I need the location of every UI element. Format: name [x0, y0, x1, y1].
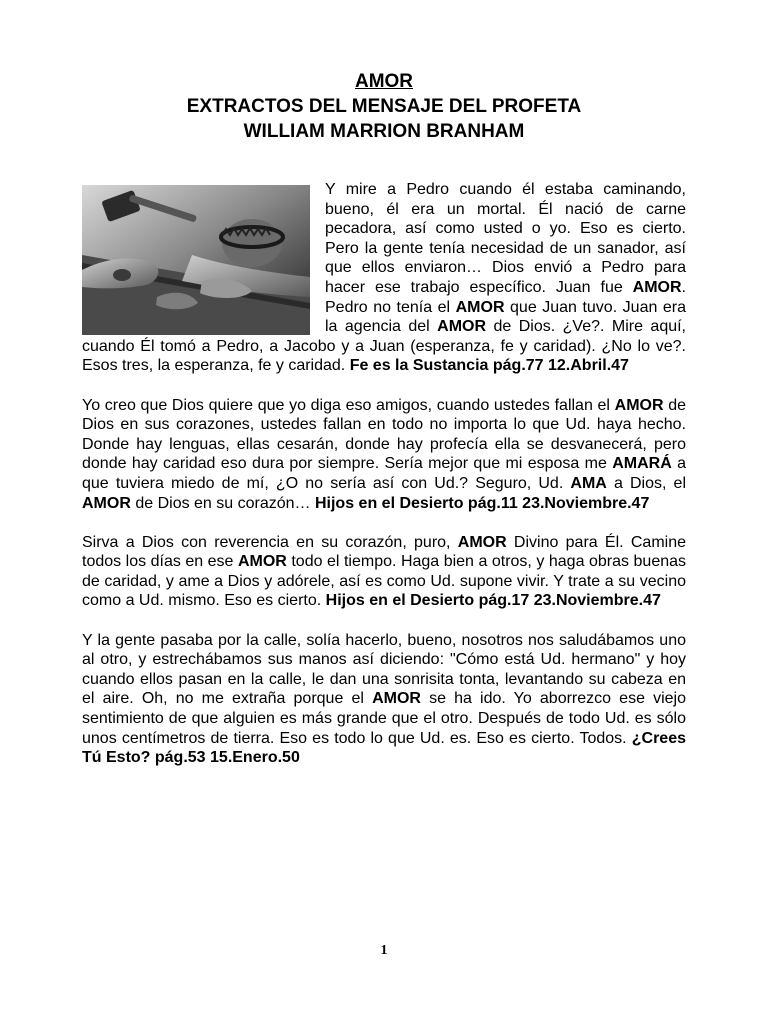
paragraph-text: que Juan tuvo. Juan era la agencia del [325, 298, 687, 336]
bold-text: AMOR [457, 533, 507, 551]
document-subtitle-line-2: WILLIAM MARRION BRANHAM [243, 121, 525, 142]
bold-text: AMOR [455, 298, 505, 316]
bold-text: AMOR [82, 494, 131, 512]
paragraph-text: Divino para Él. Camine todos los días en ese [82, 533, 686, 571]
paragraph-text: de Dios en sus corazones, ustedes fallan en todo no importa lo que Ud. haya hecho. Donde hay lenguas, ellas cesarán, donde hay profecía ella se desvanecerá, pero donde hay caridad eso dura por siempre. Sería mejor que mi esposa me [82, 396, 686, 473]
paragraph-text: Sirva a Dios con reverencia en su corazón, puro, [82, 533, 458, 551]
document-title: AMOR [354, 71, 414, 92]
bold-text: Hijos en el Desierto pág.17 23.Noviembre.47 [325, 592, 661, 610]
bold-text: AMOR [372, 690, 421, 708]
paragraph-text: a Dios, el [606, 474, 687, 492]
paragraph-text: Yo creo que Dios quiere que yo diga eso amigos, cuando ustedes fallan el [82, 396, 615, 414]
page-number: 1 [380, 943, 388, 958]
paragraph-text: Y la gente pasaba por la calle, solía hacerlo, bueno, nosotros nos saludábamos uno al otro, y estrechábamos sus manos así diciendo: "Cómo está Ud. hermano" y hoy cuando ellos pasan en la calle, le dan una sonrisita tonta, levantando su cabeza en el aire. Oh, no me extraña porque el [82, 631, 686, 708]
paragraph-2 [82, 396, 686, 514]
paragraph-text: a que tuviera miedo de mí, ¿O no sería así con Ud.? Seguro, Ud. [82, 455, 687, 492]
document-subtitle-line-1: EXTRACTOS DEL MENSAJE DEL PROFETA [186, 96, 582, 117]
paragraph-3 [82, 533, 686, 611]
document-body [82, 180, 686, 787]
paragraph-text: de Dios. ¿Ve?. Mire aquí, cuando Él tomó a Pedro, a Jacobo y a Juan (esperanza, fe y caridad). ¿No lo ve?. Esos tres, la esperanza, fe y caridad. [82, 318, 686, 375]
paragraph-text: se ha ido. Yo aborrezco ese viejo sentimiento de que alguien es más grande que el otro. Después de todo Ud. es sólo unos centímetros de tierra. Eso es todo lo que Ud. es. Eso es cierto. Todos. [82, 690, 687, 747]
bold-text: AMOR [237, 553, 287, 571]
bold-text: Hijos en el Desierto pág.11 23.Noviembre.47 [314, 494, 650, 512]
bold-text: AMARÁ [612, 455, 672, 473]
bold-text: AMA [570, 474, 607, 492]
bold-text: AMOR [437, 318, 487, 336]
paragraph-text: Y mire a Pedro cuando él estaba caminando, bueno, él era un mortal. Él nació de carne pecadora, así como usted o yo. Eso es cierto. Pero la gente tenía necesidad de un sanador, así que ellos enviaron… Dios envió a Pedro para hacer ese trabajo específico. Juan fue [325, 181, 686, 296]
paragraph-text: todo el tiempo. Haga bien a otros, y haga obras buenas de caridad, y ame a Dios y adórele, así es como Ud. supone vivir. Y trate a su vecino como a Ud. mismo. Eso es cierto. [82, 553, 687, 610]
bold-text: AMOR [632, 278, 682, 296]
bold-text: Fe es la Sustancia pág.77 12.Abril.47 [349, 357, 629, 375]
crucifixion-illustration [82, 185, 310, 335]
bold-text: AMOR [614, 396, 664, 414]
paragraph-text: . Pedro no tenía el [325, 278, 686, 316]
bold-text: ¿Crees Tú Esto? pág.53 15.Enero.50 [82, 729, 686, 767]
paragraph-4 [82, 631, 686, 768]
document-header [82, 69, 686, 144]
paragraph-text: de Dios en su corazón… [130, 494, 315, 512]
